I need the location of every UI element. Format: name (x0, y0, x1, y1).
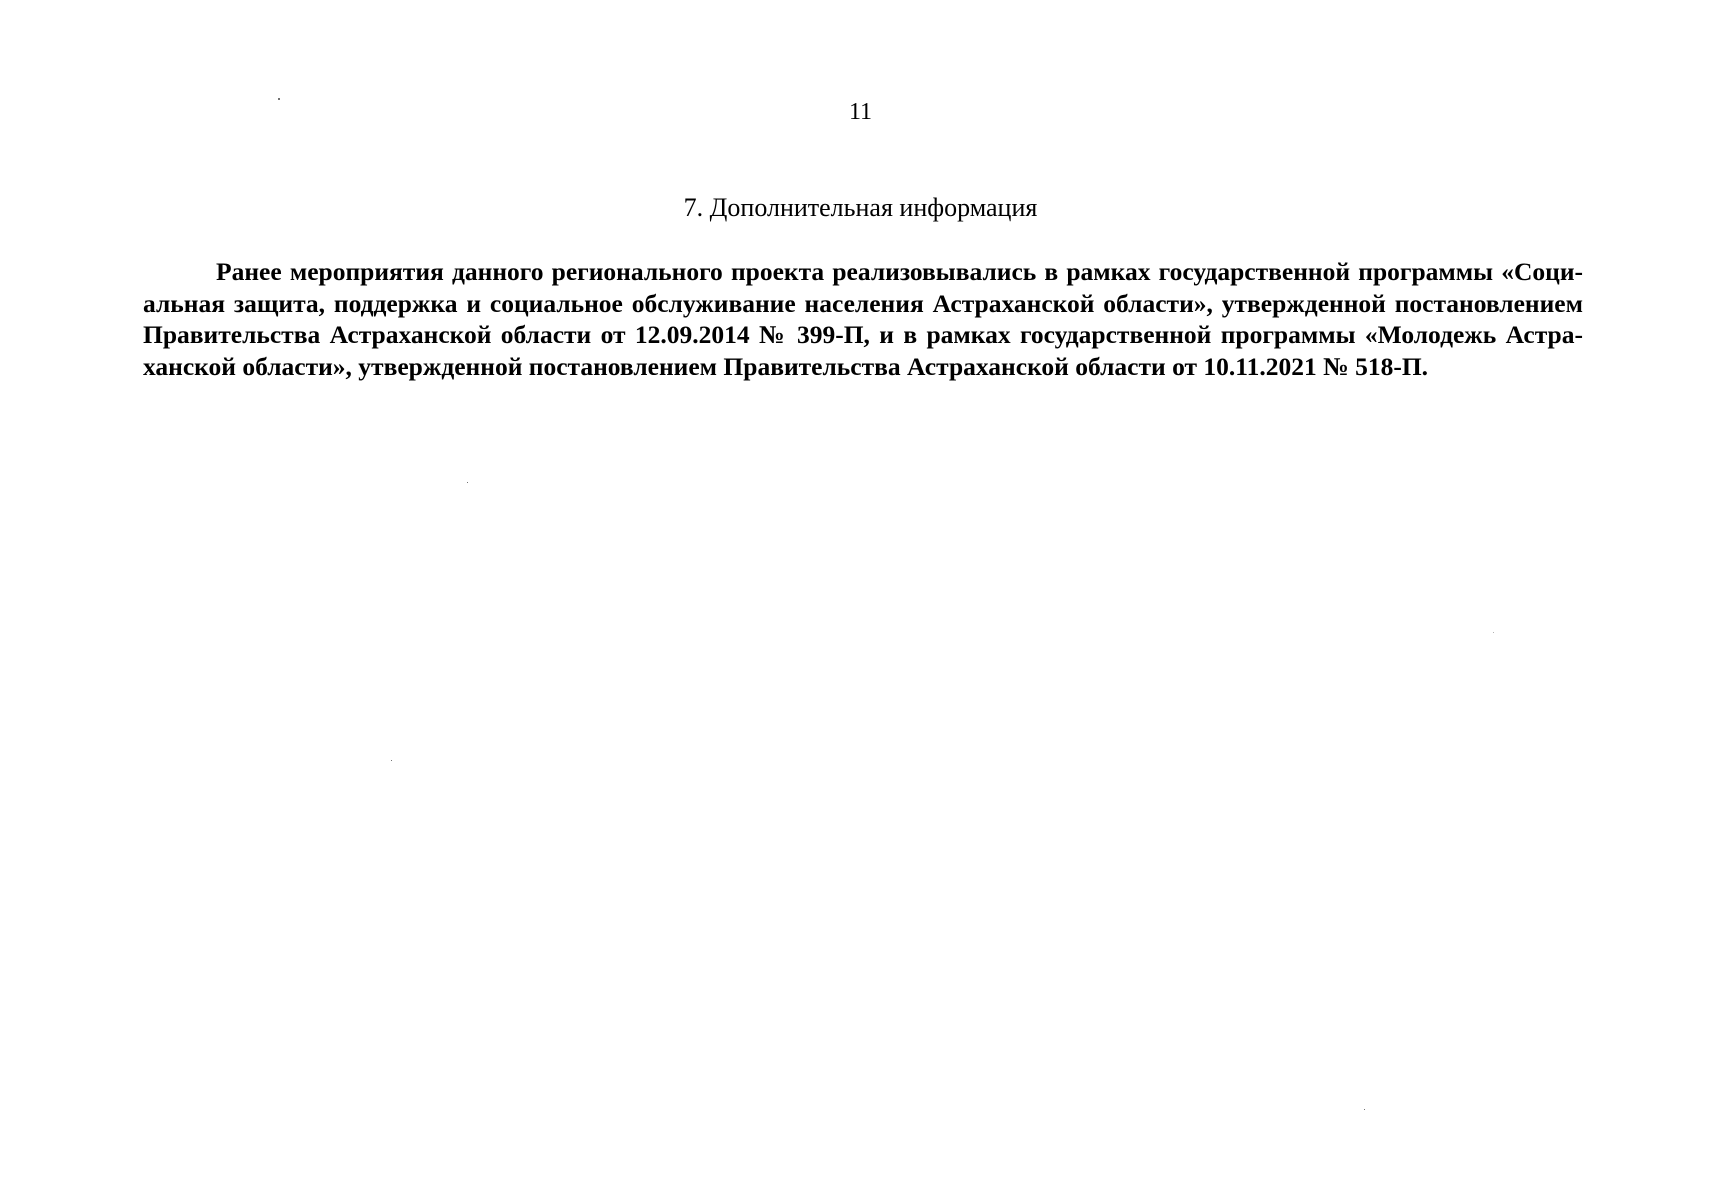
scan-speck (1364, 1109, 1365, 1110)
body-paragraph (143, 256, 1583, 382)
page-number: 11 (848, 99, 873, 125)
scan-speck (467, 482, 468, 483)
section-heading: 7. Дополнительная информация (683, 193, 1038, 222)
paragraph-line: альная защита, поддержка и социальное обслуживание населения Астраханской области», утвержденной постановлением (143, 288, 1583, 318)
paragraph-line: Ранее мероприятия данного регионального проекта реализовывались в рамках государственной программы «Соци- (216, 257, 1583, 286)
scan-speck (391, 760, 392, 761)
scan-speck (1493, 632, 1494, 633)
paragraph-line: ханской области», утвержденной постановлением Правительства Астраханской области от 10.11.2021 № 518-П. (143, 351, 1429, 381)
scan-speck (278, 98, 280, 100)
paragraph-line: Правительства Астраханской области от 12.09.2014 № 399-П, и в рамках государственной программы «Молодежь Астра- (143, 320, 1583, 349)
